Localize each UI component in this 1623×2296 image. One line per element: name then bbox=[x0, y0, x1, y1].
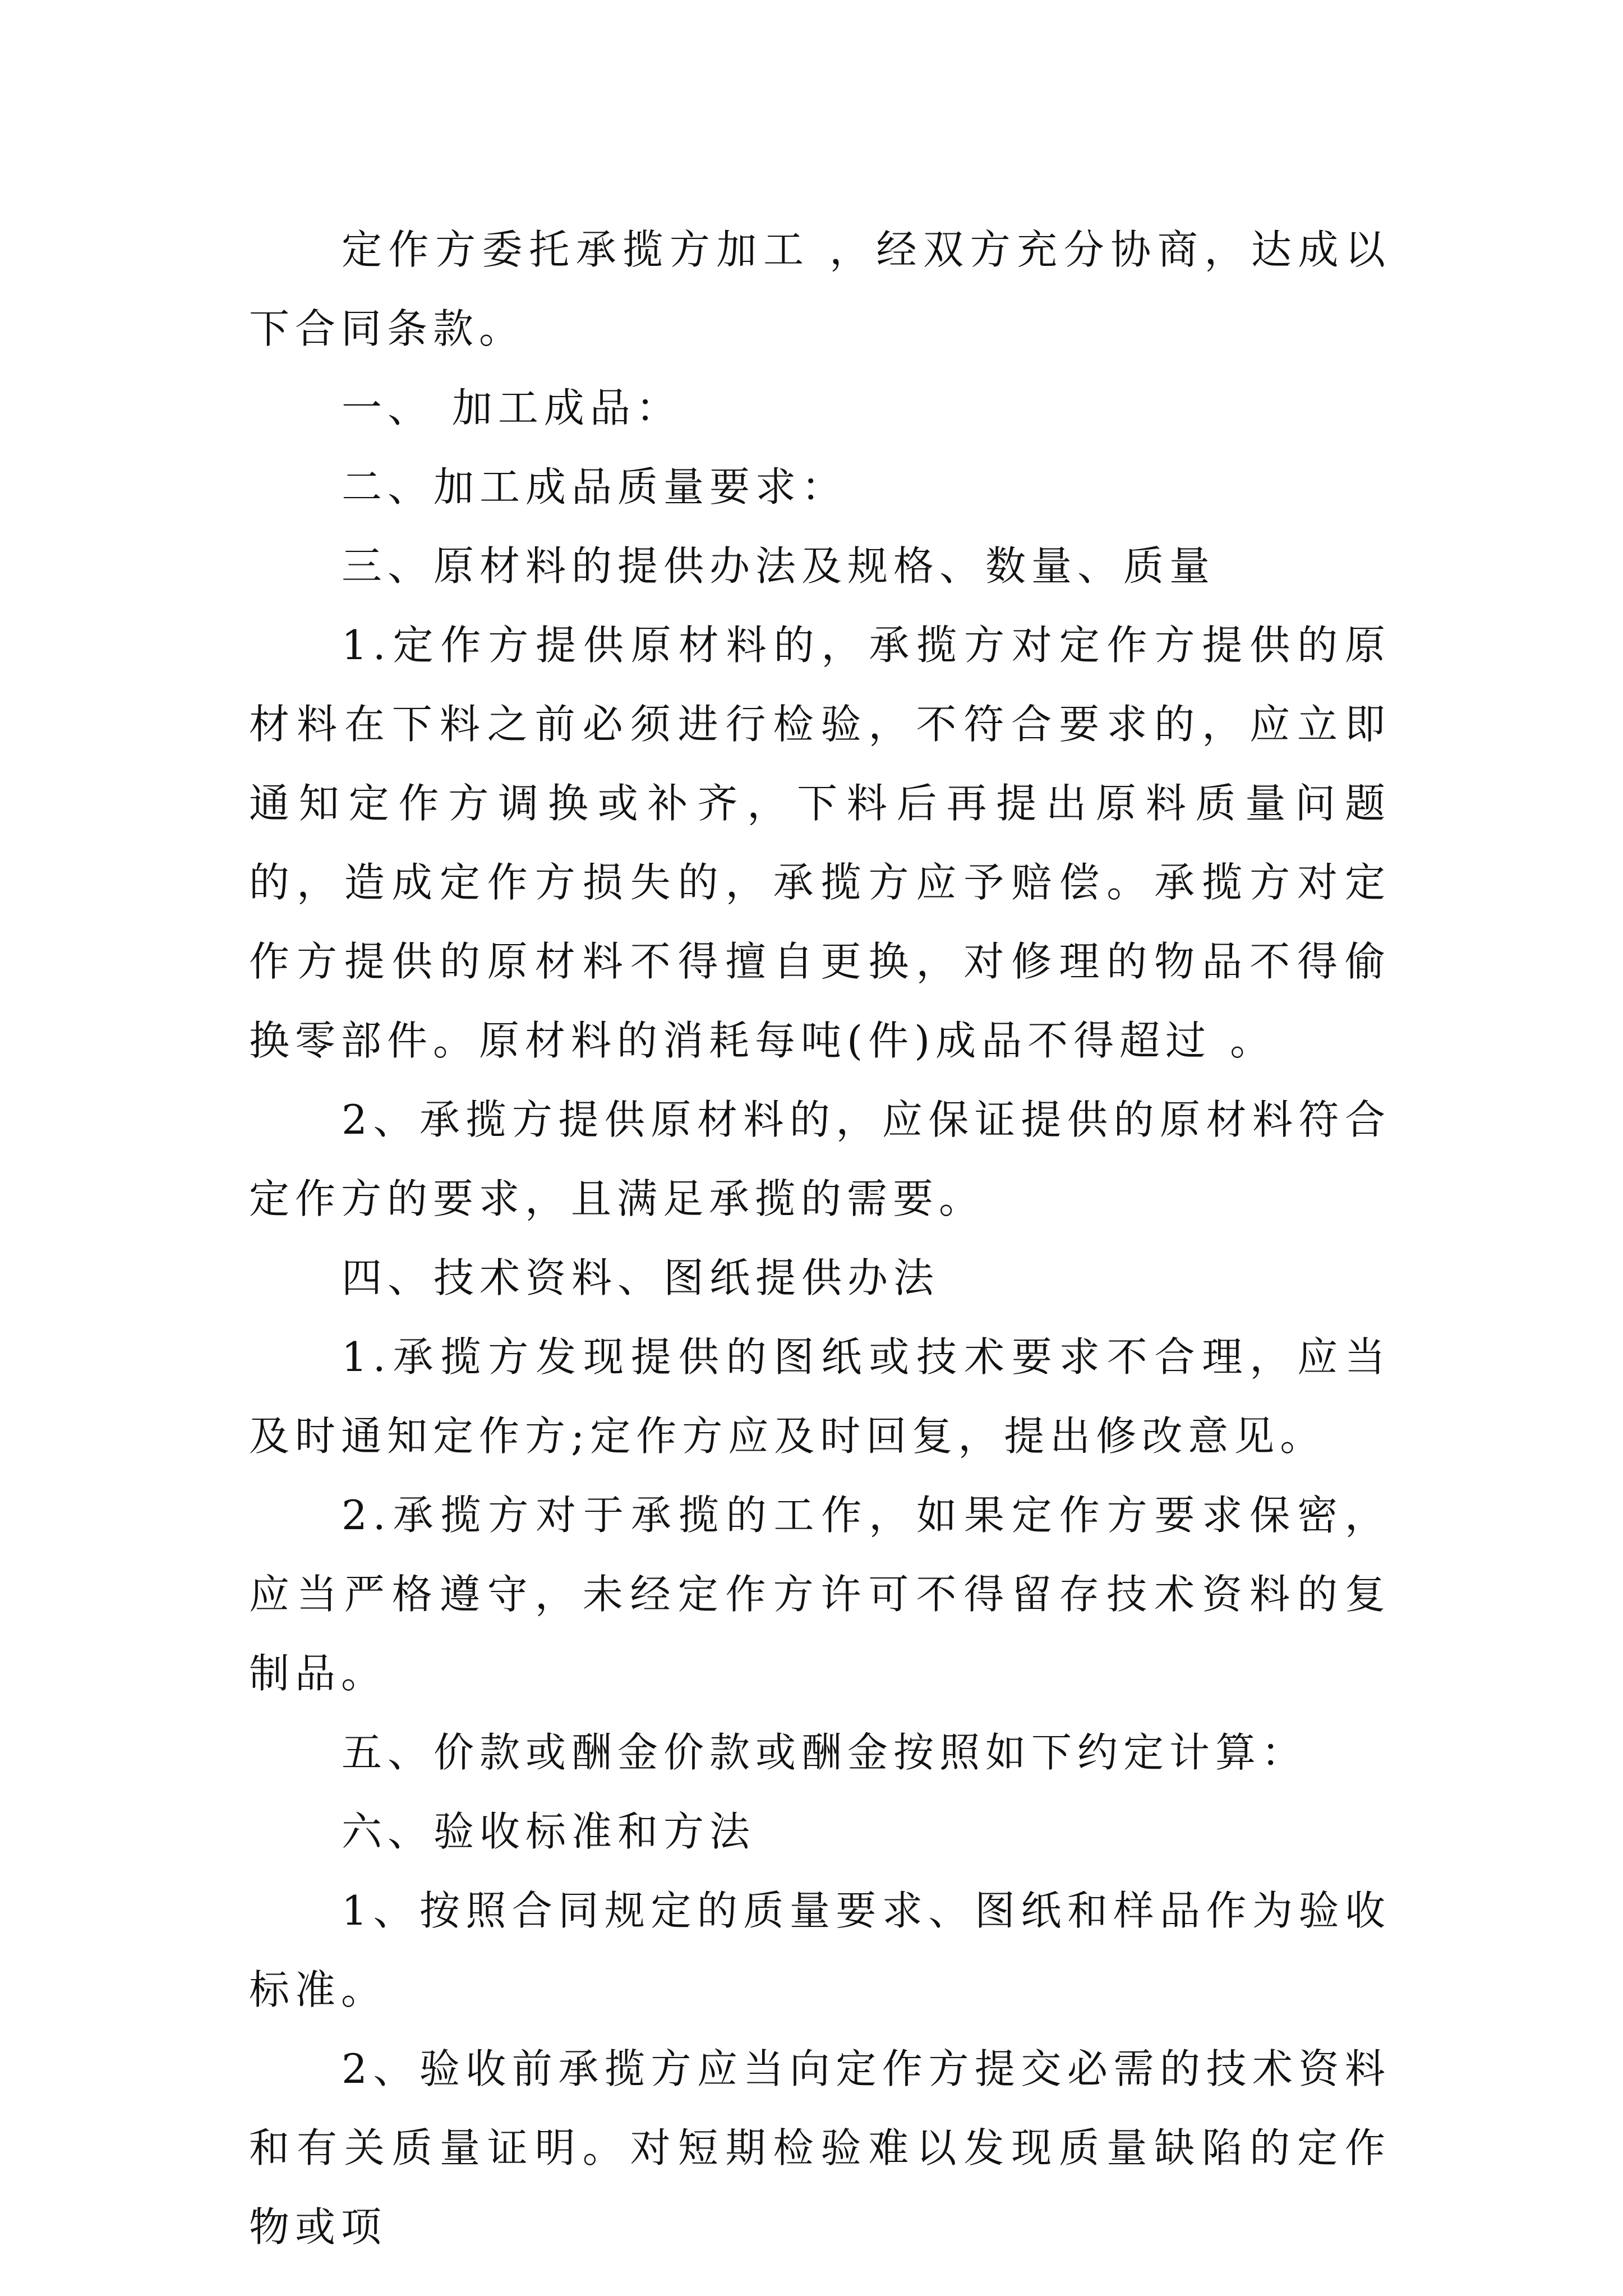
clause-3-heading: 三、原材料的提供办法及规格、数量、质量 bbox=[342, 542, 1216, 590]
clause-4-heading: 四、技术资料、图纸提供办法 bbox=[342, 1254, 940, 1301]
clause-1-heading: 一、 加工成品： bbox=[342, 384, 682, 431]
clause-4-item-1: 1.承揽方发现提供的图纸或技术要求不合理，应当及时通知定作方;定作方应及时回复，提出修改意见。 bbox=[249, 1333, 1391, 1460]
clause-6-item-1: 1、按照合同规定的质量要求、图纸和样品作为验收标准。 bbox=[249, 1887, 1391, 2013]
clause-5-heading: 五、价款或酬金价款或酬金按照如下约定计算： bbox=[342, 1729, 1308, 1776]
document-body bbox=[249, 210, 1391, 2267]
clause-6-heading: 六、验收标准和方法 bbox=[342, 1808, 756, 1855]
paragraph-intro: 定作方委托承揽方加工 ，经双方充分协商，达成以下合同条款。 bbox=[249, 226, 1391, 352]
clause-6-item-2: 2、验收前承揽方应当向定作方提交必需的技术资料和有关质量证明。对短期检验难以发现质量缺陷的定作物或项 bbox=[249, 2045, 1391, 2251]
clause-3-item-1: 1.定作方提供原材料的，承揽方对定作方提供的原材料在下料之前必须进行检验，不符合要求的，应立即通知定作方调换或补齐，下料后再提出原料质量问题的，造成定作方损失的，承揽方应予赔偿。承揽方对定作方提供的原材料不得擅自更换，对修理的物品不得偷换零部件。原材料的消耗每吨(件)成品不得超过 。 bbox=[249, 622, 1391, 1064]
clause-2-heading: 二、加工成品质量要求： bbox=[342, 463, 848, 510]
clause-4-item-2: 2.承揽方对于承揽的工作，如果定作方要求保密，应当严格遵守，未经定作方许可不得留存技术资料的复制品。 bbox=[249, 1492, 1391, 1697]
clause-3-item-2: 2、承揽方提供原材料的，应保证提供的原材料符合定作方的要求，且满足承揽的需要。 bbox=[249, 1096, 1391, 1222]
